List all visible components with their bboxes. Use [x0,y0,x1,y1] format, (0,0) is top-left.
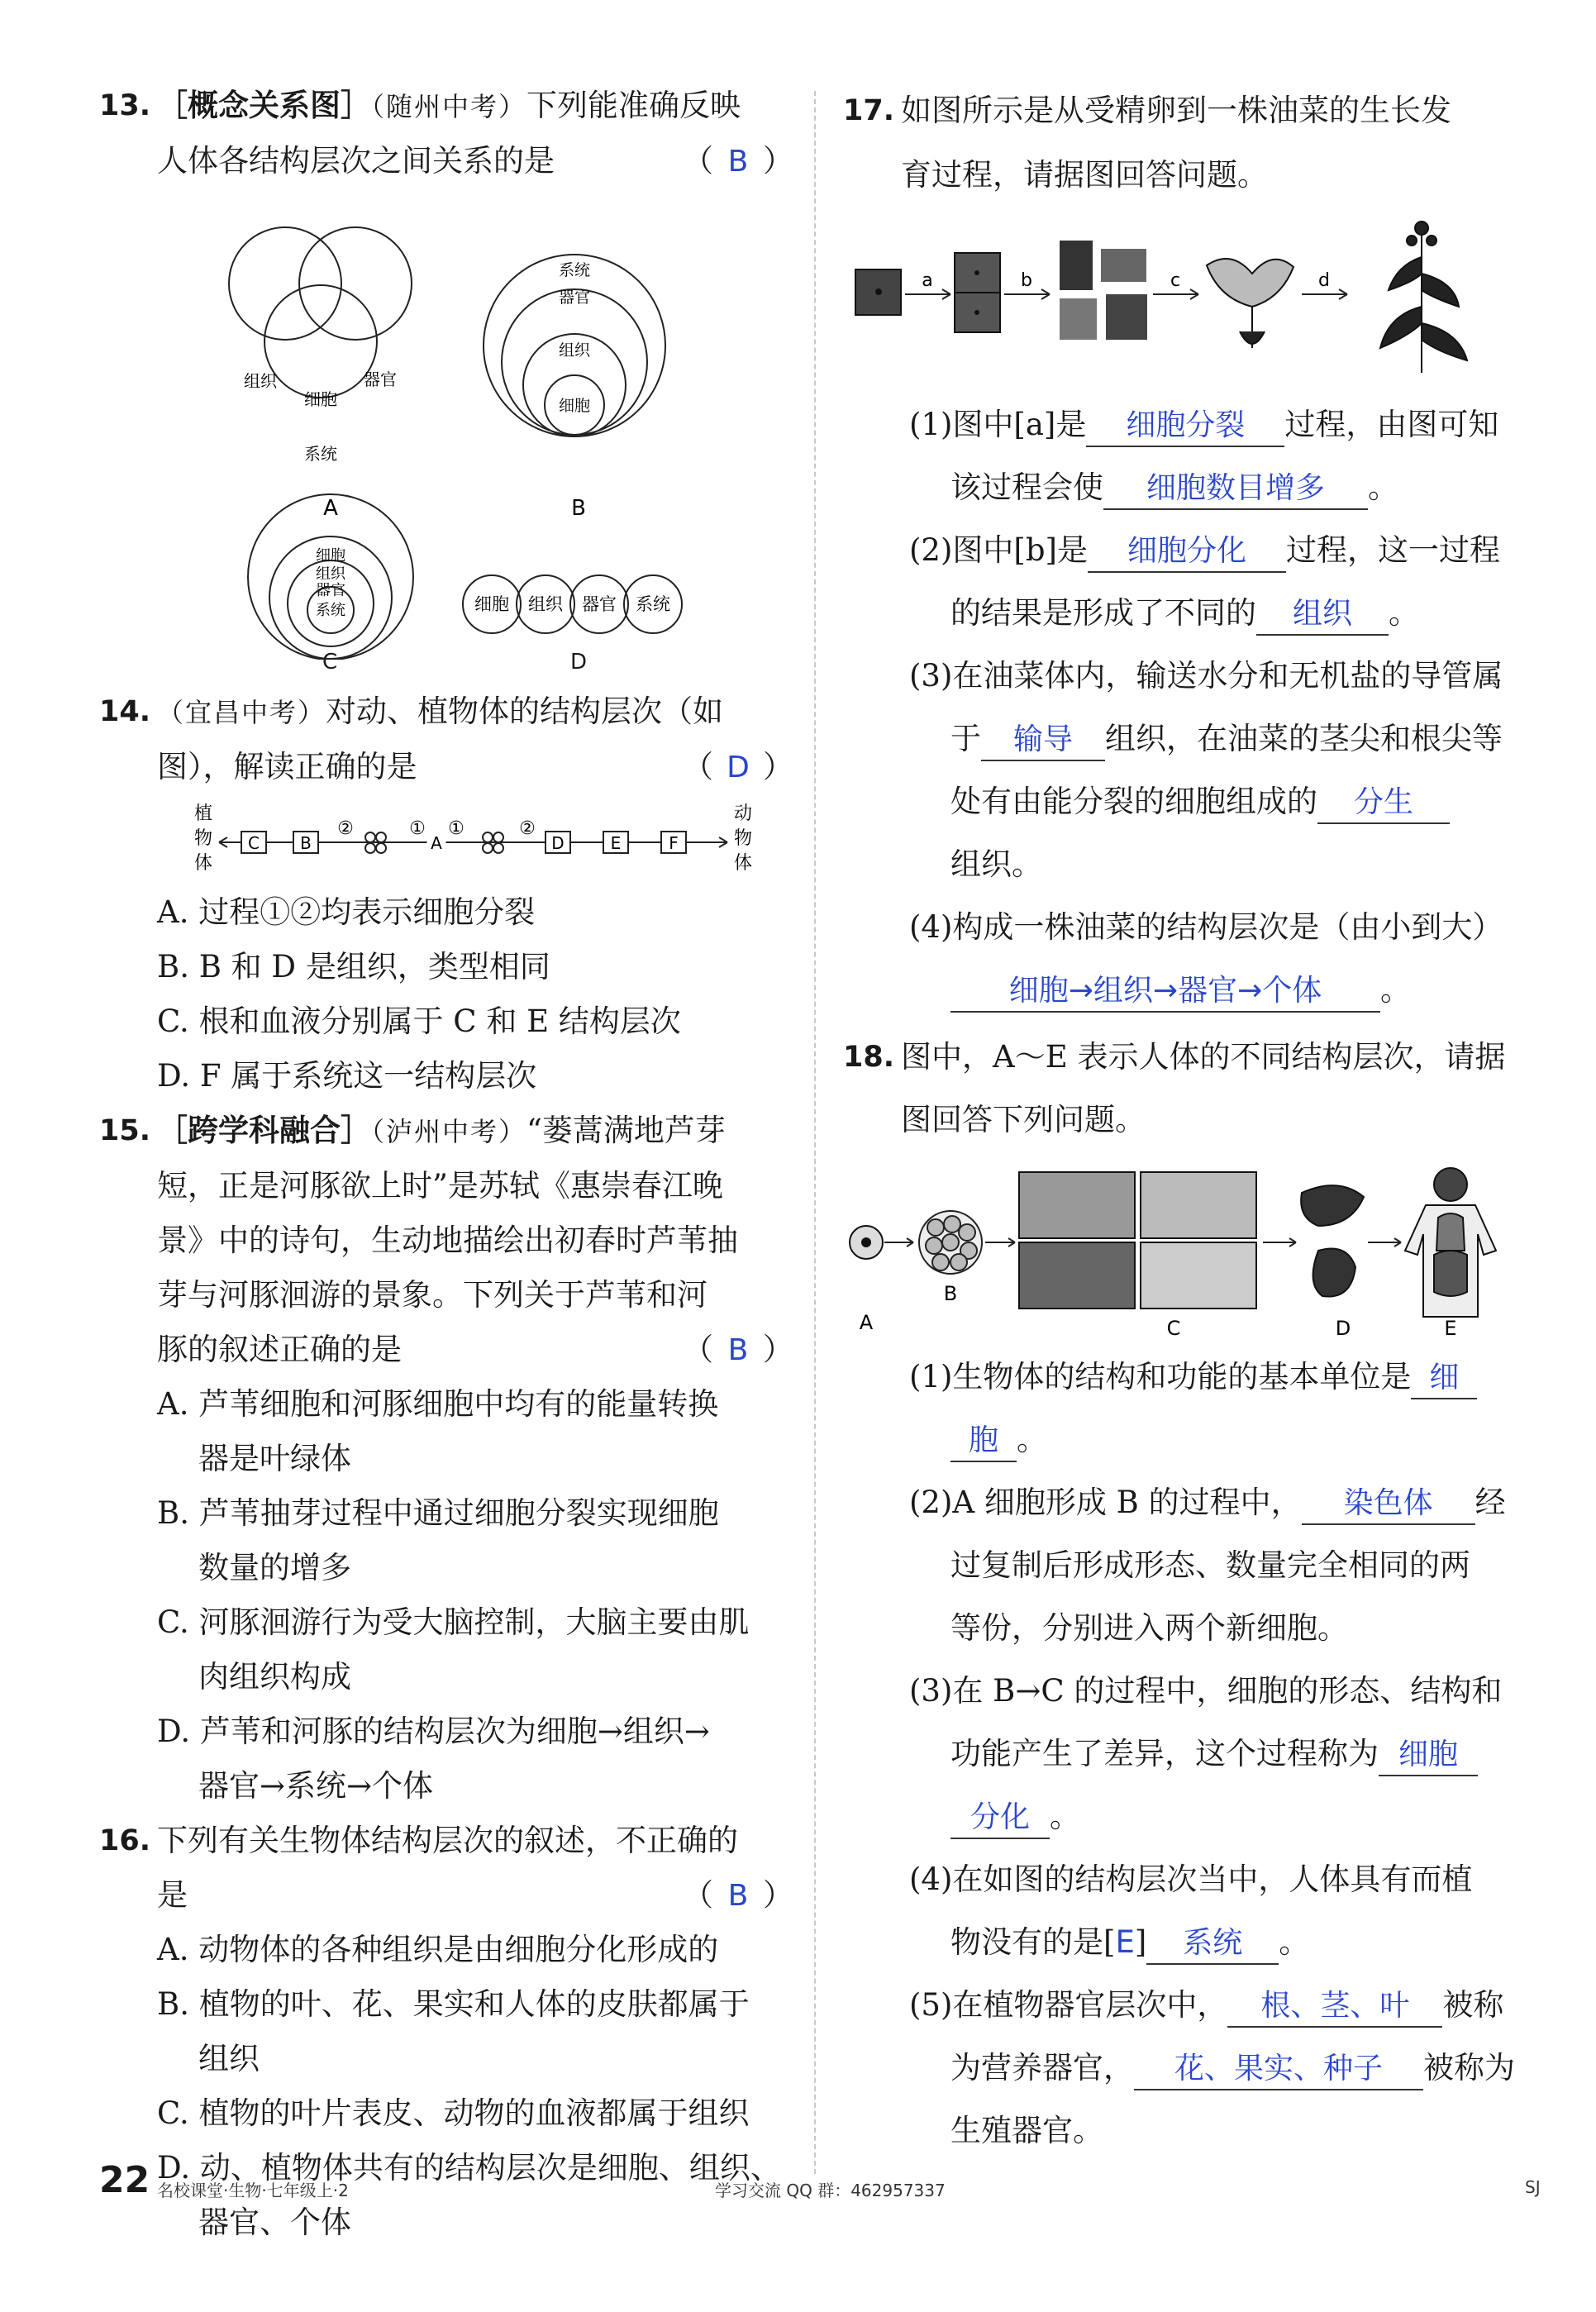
q13-answer-value: B [727,145,749,179]
q13-b-t4: 细胞 [558,397,591,415]
q14-animal-c1: 动 [734,803,753,824]
q15-option-d: D. 芦苇和河豚的结构层次为细胞→组织→ 器官→系统→个体 [157,1714,710,1804]
q16-stem-line1: 下列有关生物体结构层次的叙述，不正确的 [157,1823,738,1858]
page-number: 22 [99,2159,150,2201]
q14-process-1-left: ① [409,818,426,839]
book-title: 名校课堂·生物·七年级上·2 [157,2181,349,2200]
q17-sub4: (4)构成一株油菜的结构层次是（由小到大） 细胞→组织→器官→个体 。 [843,896,1537,1022]
q18-bracket-answer: E [1115,1924,1135,1960]
q13-a-t2: 器官 [364,369,397,389]
q17-number: 17. [843,94,895,127]
q15-number: 15. [99,1114,151,1147]
right-column [843,79,1537,2162]
question-14 [99,684,793,1104]
q13-d-t1: 细胞 [474,594,509,614]
q14-stem [99,684,793,794]
q13-d-t2: 组织 [528,594,563,614]
q14-number: 14. [99,695,151,728]
q13-c-label: C [322,650,338,675]
q17-fill-2: 细胞数目增多 [1103,469,1368,510]
q14-process-1-right: ① [448,818,465,839]
q13-a-t1: 组织 [244,371,277,391]
q13-answer: （ B ） [683,134,793,189]
q18-label-c: C [1166,1317,1181,1340]
q16-option-d: D. 动、植物体共有的结构层次是细胞、组织、 器官、个体 [157,2150,781,2240]
q18-fill-3a: 细胞 [1379,1735,1478,1776]
q14-plant-c3: 体 [194,853,213,874]
q13-c-t4: 系统 [316,602,345,619]
q17-stem [843,79,1537,207]
q17-stem-line1: 如图所示是从受精卵到一株油菜的生长发 [901,93,1451,128]
q13-b-t3: 组织 [558,341,591,360]
q16-answer-value: B [727,1879,749,1913]
q18-fill-3b: 分化 [950,1798,1050,1839]
q15-source: （泸州中考） [371,1116,527,1147]
q13-number: 13. [99,89,151,122]
q18-figure [843,1160,1537,1342]
q17-fill-3: 细胞分化 [1088,532,1286,573]
q16-stem-line2: 是 [157,1877,188,1913]
qq-group: 学习交流 QQ 群：462957337 [715,2181,946,2200]
q18-label-e: E [1444,1317,1457,1340]
q17-figure [843,216,1537,381]
q15-line-2: 短，正是河豚欲上时”是苏轼《惠崇春江晚 [157,1168,723,1204]
q18-tissues [1019,1172,1256,1309]
q18-sub4: (4)在如图的结构层次当中，人体具有而植 物没有的是[E] 系统 。 [843,1848,1537,1974]
q15-line-4: 芽与河豚洄游的景象。下列关于芦苇和河 [157,1277,707,1313]
q18-stem-line2: 图回答下列问题。 [901,1102,1146,1137]
q15-option-c: C. 河豚洄游行为受大脑控制，大脑主要由肌 肉组织构成 [157,1604,750,1695]
q14-cell-a: A [431,833,442,853]
q15-answer: （ B ） [683,1323,793,1378]
q13-d-t4: 系统 [636,594,670,614]
q16-stem [99,1814,793,1923]
q14-box-d: D [551,833,565,853]
q13-tag: ［概念关系图］ [157,88,371,123]
q13-figure [99,197,793,660]
q18-label-b: B [943,1282,958,1305]
q14-box-c: C [248,833,260,853]
q13-c-t3: 器官 [316,582,345,599]
q13-b-label: B [571,496,586,521]
q17-label-b: b [1021,270,1032,291]
q18-fertilized-egg [850,1226,883,1259]
q13-d-t3: 器官 [582,594,617,614]
q17-flower [1207,259,1293,348]
q18-fill-5b: 花、果实、种子 [1134,2049,1423,2090]
q18-sub5: (5)在植物器官层次中， 根、茎、叶 被称 为营养器官， 花、果实、种子 被称为 生殖器官。 [909,1987,1515,2148]
q17-tissues [1060,241,1147,340]
question-13 [99,79,793,693]
q14-answer-value: D [727,751,750,784]
q15-stem [99,1104,793,1377]
q18-fill-5a: 根、茎、叶 [1227,1986,1442,2028]
q15-option-b: B. 芦苇抽芽过程中通过细胞分裂实现细胞 数量的增多 [157,1495,719,1585]
q18-stem [843,1026,1537,1151]
edition-code: SJ [1525,2177,1541,2197]
question-17 [843,79,1537,1022]
q14-plant-c1: 植 [194,803,213,824]
q18-sub2: (2)A 细胞形成 B 的过程中， 染色体 经 过复制后形成形态、数量完全相同的两 等份，分别进入两个新细胞。 [909,1485,1506,1646]
q18-cell-mass [919,1211,982,1274]
q13-c-t2: 组织 [316,565,345,583]
q17-stem-line2: 育过程，请据图回答问题。 [901,157,1268,193]
q17-fill-7: 细胞→组织→器官→个体 [950,971,1380,1013]
q18-number: 18. [843,1041,895,1074]
q15-option-a: A. 芦苇细胞和河豚细胞中均有的能量转换 器是叶绿体 [157,1386,719,1476]
q15-tag: ［跨学科融合］ [157,1113,371,1148]
q13-a-t4: 系统 [304,444,337,464]
q16-option-c: C. 植物的叶片表皮、动物的血液都属于组织 [157,2095,750,2131]
q13-b-t2: 器官 [558,288,591,307]
q14-animal-c3: 体 [734,853,753,874]
q14-option-c: C. 根和血液分别属于 C 和 E 结构层次 [157,1003,681,1039]
q14-box-f: F [669,833,679,853]
page-footer [0,2159,1596,2209]
q13-a-label: A [323,496,338,521]
q14-stem-line1: 对动、植物体的结构层次（如 [326,694,724,729]
q14-figure [99,794,793,885]
q13-d-label: D [570,650,588,675]
q17-fill-1: 细胞分裂 [1086,406,1284,447]
q17-fill-5: 输导 [981,720,1105,761]
q18-fill-2: 染色体 [1302,1484,1475,1525]
q14-option-a: A. 过程①②均表示细胞分裂 [157,894,536,930]
q13-stem [99,79,793,188]
column-divider [814,91,816,2174]
q14-process-2-right: ② [519,818,536,839]
q16-option-a: A. 动物体的各种组织是由细胞分化形成的 [157,1932,719,1967]
q17-two-cells [955,253,1000,332]
q14-stem-line2: 图），解读正确的是 [157,749,417,784]
q17-label-a: a [922,270,933,291]
q14-box-b: B [300,833,312,853]
q14-box-e: E [610,833,622,853]
q15-line-5: 豚的叙述正确的是 [157,1332,402,1367]
q15-line-1: “蒌蒿满地芦芽 [526,1113,726,1148]
q16-answer: （ B ） [683,1868,793,1923]
q14-animal-c2: 物 [734,828,753,849]
q14-answer: （ D ） [683,740,793,795]
q16-option-b: B. 植物的叶、花、果实和人体的皮肤都属于 组织 [157,1986,750,2076]
q17-fill-4: 组织 [1256,594,1389,636]
q17-rapeseed-plant [1380,222,1467,373]
q17-sub2: (2)图中[b]是 细胞分化 过程，这一过程 的结果是形成了不同的 组织 。 [843,519,1537,645]
q15-line-3: 景》中的诗句，生动地描绘出初春时芦苇抽 [157,1223,738,1258]
question-18 [843,1026,1537,2162]
q18-organs [1301,1185,1364,1296]
q13-c-t1: 细胞 [316,547,345,565]
q18-fill-1a: 细 [1411,1358,1477,1399]
q18-sub3: (3)在 B→C 的过程中，细胞的形态、结构和 功能产生了差异，这个过程称为 细胞 分化 。 [843,1660,1537,1848]
q17-zygote [855,269,901,315]
q18-label-a: A [859,1311,874,1334]
q14-plant-c2: 物 [194,828,213,849]
q18-fill-4: 系统 [1146,1923,1279,1965]
q17-label-d: d [1318,270,1330,291]
q13-a-t3: 细胞 [304,389,337,409]
q14-option-d: D. F 属于系统这一结构层次 [157,1058,537,1094]
q13-stem-line1: 下列能准确反映 [526,88,741,123]
q16-number: 16. [99,1824,151,1857]
question-15 [99,1104,793,1814]
q13-b-t1: 系统 [558,261,591,279]
left-column [99,79,793,2250]
q15-answer-value: B [727,1333,749,1367]
q17-fill-6: 分生 [1317,783,1450,824]
q18-label-d: D [1335,1317,1351,1340]
q18-stem-line1: 图中，A～E 表示人体的不同结构层次，请据 [901,1039,1506,1075]
q14-option-b: B. B 和 D 是组织，类型相同 [157,949,550,984]
q18-fill-1b: 胞 [950,1421,1017,1462]
q13-stem-line2: 人体各结构层次之间关系的是 [157,143,555,179]
q18-sub1: (1)生物体的结构和功能的基本单位是 细 胞 。 [843,1346,1537,1471]
q17-label-c: c [1170,270,1181,291]
q14-process-2-left: ② [337,818,354,839]
q17-sub3: (3)在油菜体内，输送水分和无机盐的导管属 于 输导 组织，在油菜的茎尖和根尖等 处有由能分裂的细胞组成的 分生 组织。 [909,658,1503,882]
q13-source: （随州中考） [371,91,527,122]
q17-sub1: (1)图中[a]是 细胞分裂 过程，由图可知 该过程会使 细胞数目增多 。 [843,393,1537,519]
q14-source: （宜昌中考） [157,697,326,728]
q18-human-body [1405,1168,1496,1317]
